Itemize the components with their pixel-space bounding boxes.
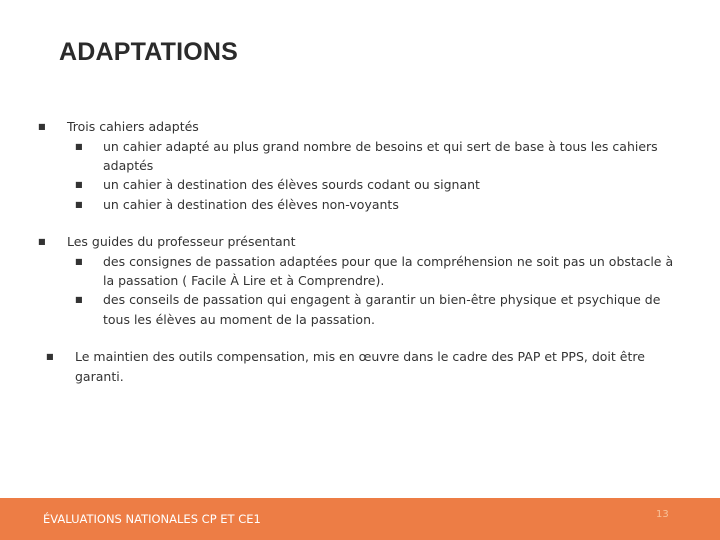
list-item-continuation: adaptés xyxy=(103,158,154,173)
slide-title: ADAPTATIONS xyxy=(59,38,239,66)
list-item-continuation: tous les élèves au moment de la passation. xyxy=(103,312,375,327)
list-item: un cahier adapté au plus grand nombre de besoins et qui sert de base à tous les cahiers xyxy=(103,139,658,154)
list-item-continuation: la passation ( Facile À Lire et à Comprendre). xyxy=(103,273,385,288)
list-item: un cahier à destination des élèves sourds codant ou signant xyxy=(103,177,480,192)
bullet-icon xyxy=(38,117,46,136)
section-heading: Le maintien des outils compensation, mis en œuvre dans le cadre des PAP et PPS, doit être xyxy=(75,349,645,364)
section-heading-continuation: garanti. xyxy=(75,369,124,384)
bullet-icon xyxy=(75,175,83,194)
footer-label: ÉVALUATIONS NATIONALES CP ET CE1 xyxy=(43,512,261,526)
bullet-icon xyxy=(75,137,83,156)
bullet-icon xyxy=(75,252,83,271)
bullet-icon xyxy=(46,347,54,366)
section-heading: Trois cahiers adaptés xyxy=(67,119,199,134)
section-heading: Les guides du professeur présentant xyxy=(67,234,296,249)
bullet-icon xyxy=(38,232,46,251)
list-item: un cahier à destination des élèves non-voyants xyxy=(103,197,399,212)
list-item: des consignes de passation adaptées pour que la compréhension ne soit pas un obstacle à xyxy=(103,254,674,269)
bullet-icon xyxy=(75,290,83,309)
footer-bar xyxy=(0,498,720,540)
page-number: 13 xyxy=(656,509,669,520)
list-item: des conseils de passation qui engagent à garantir un bien-être physique et psychique de xyxy=(103,292,661,307)
bullet-icon xyxy=(75,195,83,214)
